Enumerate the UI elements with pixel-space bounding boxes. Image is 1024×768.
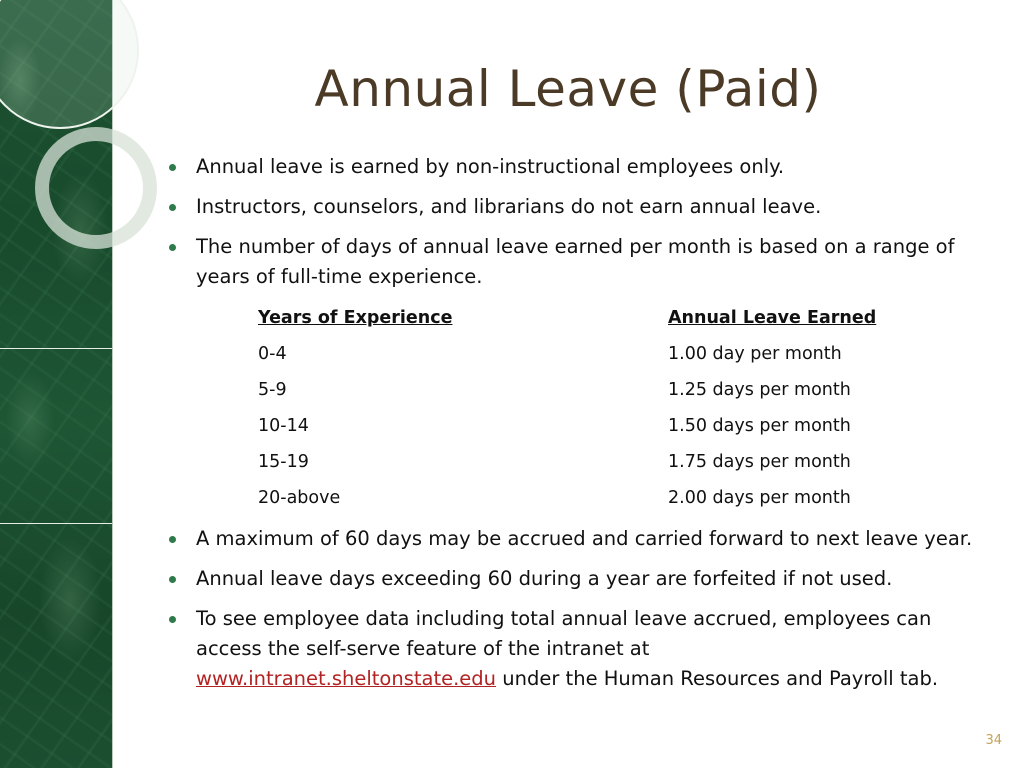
bullet-item: Instructors, counselors, and librarians do not earn annual leave. [160, 192, 1000, 222]
deco-ring-small [42, 134, 150, 242]
header-years-of-experience: Years of Experience [258, 308, 453, 328]
table-row [258, 408, 918, 444]
table-row [258, 372, 918, 408]
years-cell: 5-9 [258, 380, 287, 400]
page-number: 34 [985, 733, 1002, 748]
leave-cell: 1.50 days per month [668, 416, 851, 436]
table-row [258, 336, 918, 372]
leave-table-header [258, 300, 918, 336]
intranet-link[interactable]: www.intranet.sheltonstate.edu [196, 667, 497, 690]
years-cell: 15-19 [258, 452, 309, 472]
slide-content [160, 152, 1000, 704]
leave-cell: 1.25 days per month [668, 380, 851, 400]
bullet-item: The number of days of annual leave earned per month is based on a range of years of full-time experience. [160, 232, 1000, 292]
strip-divider [0, 523, 112, 524]
header-annual-leave-earned: Annual Leave Earned [668, 308, 877, 328]
bullet-item-intranet [160, 604, 1000, 694]
years-cell: 20-above [258, 488, 341, 508]
years-cell: 10-14 [258, 416, 309, 436]
bullet-item: A maximum of 60 days may be accrued and carried forward to next leave year. [160, 524, 1000, 554]
slide-title: Annual Leave (Paid) [314, 60, 822, 118]
table-row [258, 444, 918, 480]
strip-divider [0, 348, 112, 349]
intranet-text-before: To see employee data including total annual leave accrued, employees can access the self-serve feature of the intranet at [196, 607, 932, 660]
years-cell: 0-4 [258, 344, 287, 364]
bullet-item: Annual leave days exceeding 60 during a year are forfeited if not used. [160, 564, 1000, 594]
table-row [258, 480, 918, 516]
leave-table [258, 300, 918, 516]
bullet-item: Annual leave is earned by non-instructional employees only. [160, 152, 1000, 182]
leave-cell: 1.75 days per month [668, 452, 851, 472]
leave-cell: 2.00 days per month [668, 488, 851, 508]
intranet-text-after: under the Human Resources and Payroll tab. [502, 667, 939, 690]
leave-cell: 1.00 day per month [668, 344, 842, 364]
decorative-circles [0, 0, 160, 270]
